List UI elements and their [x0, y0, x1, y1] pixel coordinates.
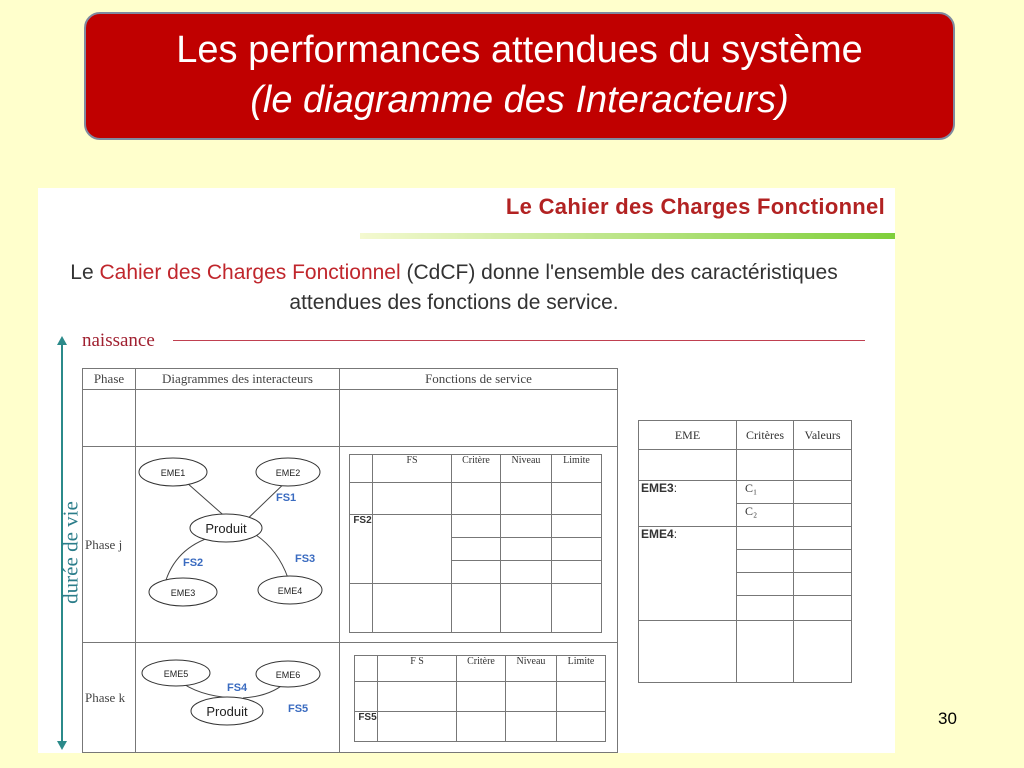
fs4-label: FS4 — [227, 682, 248, 694]
fs-header: FS — [373, 455, 452, 483]
axis-label: durée de vie — [58, 501, 83, 604]
niveau-header-k: Niveau — [506, 656, 557, 682]
eme1-label: EME1 — [160, 468, 186, 478]
eme4-colon: : — [673, 527, 678, 541]
empty-cell — [83, 390, 136, 447]
empty-cell — [340, 390, 618, 447]
cdcf-intro — [44, 258, 864, 318]
cdcf-panel — [38, 188, 895, 753]
niveau-header: Niveau — [501, 455, 552, 483]
empty-cell — [136, 390, 340, 447]
empty-cell — [350, 455, 373, 483]
eme-table — [638, 420, 852, 683]
eme-header: EME — [639, 421, 737, 450]
intro-prefix: Le — [70, 261, 100, 284]
eme3-row-label: EME3 — [641, 481, 674, 495]
eme2-label: EME2 — [275, 468, 301, 478]
phase-k-label: Phase k — [83, 643, 136, 753]
heading-underline — [360, 233, 895, 239]
header-phase: Phase — [83, 369, 136, 390]
intro-suffix: (CdCF) donne l'ensemble des caractéristiques attendues des fonctions de service. — [289, 261, 838, 314]
header-diagrams: Diagrammes des interacteurs — [136, 369, 340, 390]
criteres-header: Critères — [737, 421, 794, 450]
eme4-row-label: EME4 — [641, 527, 674, 541]
axis-arrow-up-icon — [57, 336, 67, 345]
eme6-label: EME6 — [275, 670, 301, 680]
fs5-label: FS5 — [288, 703, 309, 715]
interactor-diagram-k — [138, 656, 338, 736]
eme5-label: EME5 — [163, 669, 189, 679]
naissance-label: naissance — [82, 330, 155, 351]
fs3-label: FS3 — [295, 553, 316, 565]
header-fonctions: Fonctions de service — [340, 369, 618, 390]
axis-arrow-down-icon — [57, 741, 67, 750]
produit-label: Produit — [205, 521, 247, 536]
naissance-line — [173, 340, 865, 341]
slide-title-box — [84, 12, 955, 140]
phase-j-label: Phase j — [83, 447, 136, 643]
limite-header-k: Limite — [557, 656, 606, 682]
limite-header: Limite — [552, 455, 602, 483]
empty-cell — [355, 656, 378, 682]
produit-label-k: Produit — [206, 704, 248, 719]
eme4-label: EME4 — [277, 586, 303, 596]
eme3-label: EME3 — [170, 588, 196, 598]
critere-header-k: Critère — [457, 656, 506, 682]
intro-highlight: Cahier des Charges Fonctionnel — [99, 261, 401, 284]
fs-table-j — [349, 454, 602, 633]
fs2-row-tag: FS2 — [350, 515, 373, 584]
cdcf-heading: Le Cahier des Charges Fonctionnel — [505, 194, 885, 219]
fs-header-k: F S — [378, 656, 457, 682]
critere-header: Critère — [452, 455, 501, 483]
eme3-colon: : — [673, 481, 678, 495]
page-number: 30 — [938, 709, 957, 728]
fs1-label: FS1 — [276, 492, 297, 504]
link-eme4-produit — [256, 535, 288, 578]
fs-table-k — [354, 655, 606, 742]
slide-title: Les performances attendues du système — [176, 29, 863, 71]
fs2-label: FS2 — [183, 557, 204, 569]
interactor-diagram-j — [138, 450, 338, 610]
criterion-c2: C₂ — [737, 504, 794, 527]
slide-subtitle: (le diagramme des Interacteurs) — [250, 79, 789, 121]
criterion-c1: C₁ — [737, 481, 794, 504]
eme4-row — [639, 527, 737, 621]
valeurs-header: Valeurs — [794, 421, 852, 450]
eme3-row — [639, 481, 737, 527]
fs5-row-tag: FS5 — [355, 712, 378, 742]
